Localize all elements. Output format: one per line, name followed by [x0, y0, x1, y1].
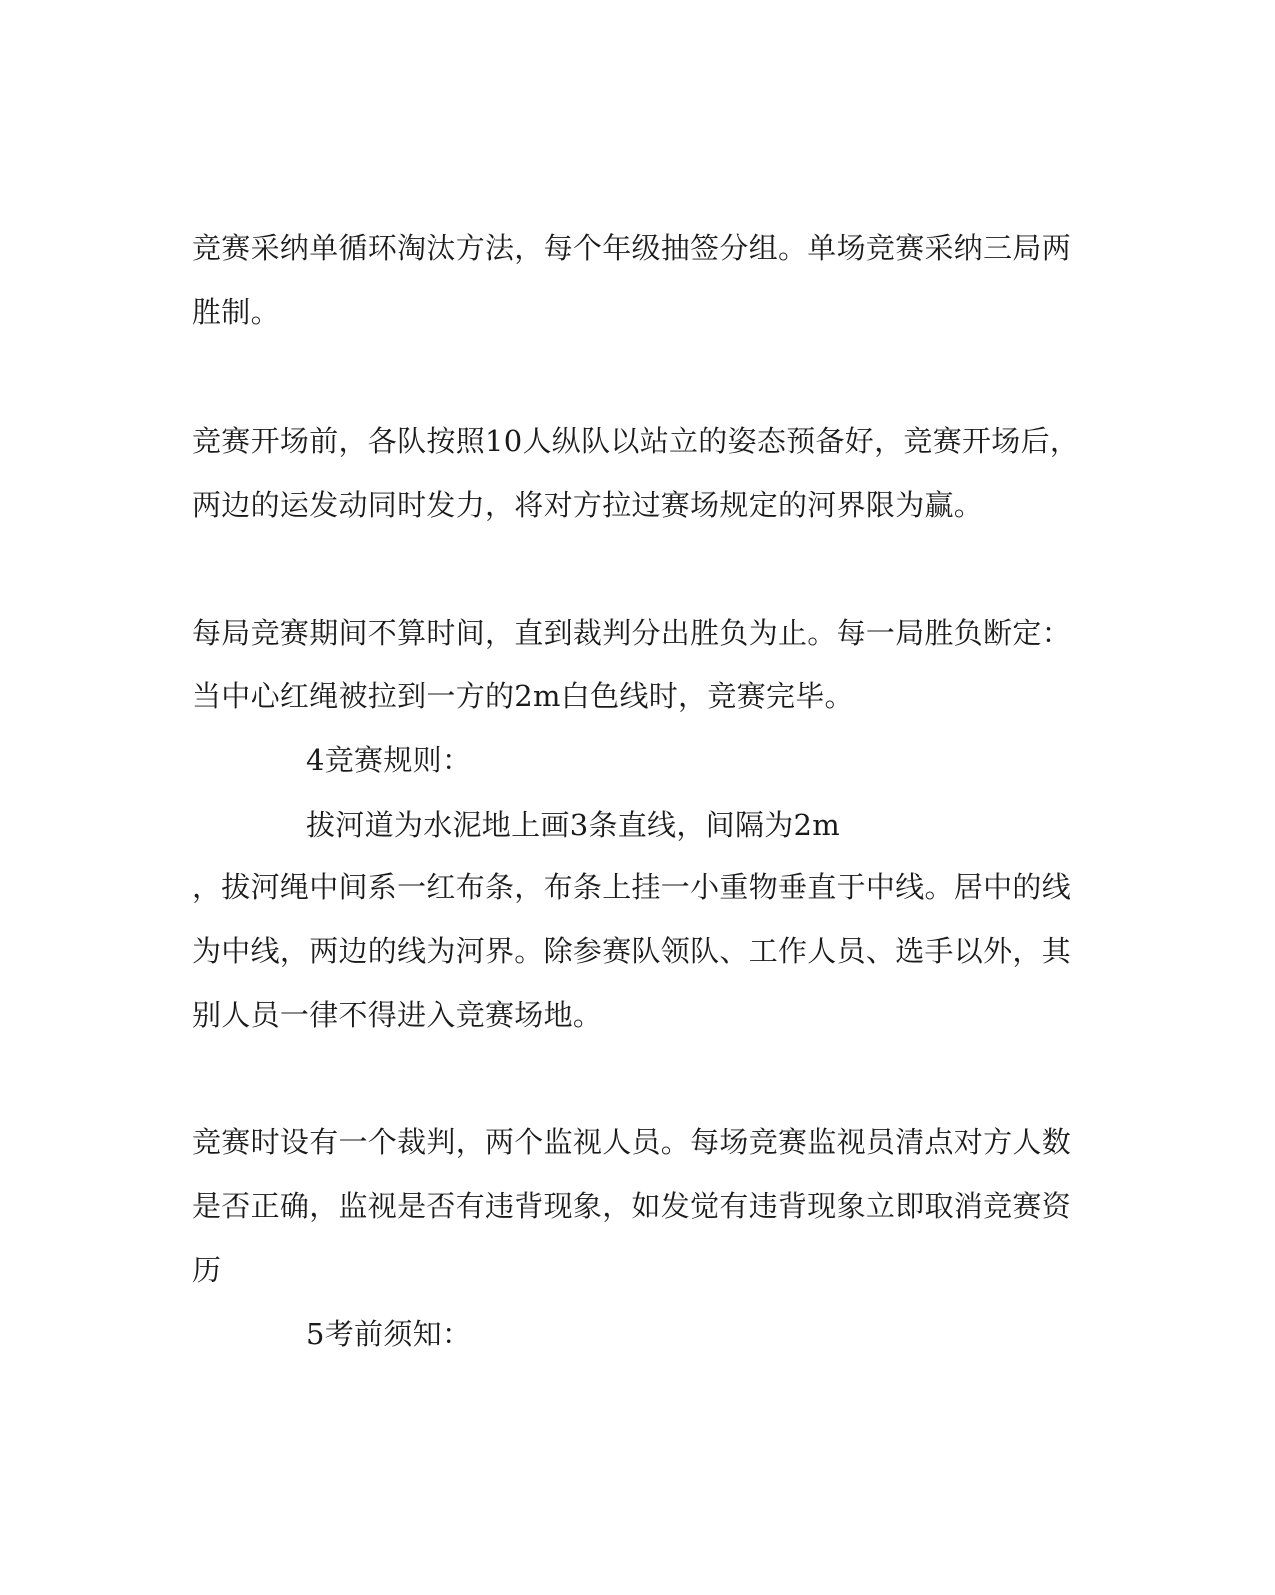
paragraph-4-line-3: 为中线，两边的线为河界。除参赛队领队、工作人员、选手以外，其: [192, 934, 1072, 968]
paragraph-4-line-1: 拔河道为水泥地上画3条直线，间隔为2m: [306, 808, 841, 842]
paragraph-2-line-1: 竞赛开场前，各队按照10人纵队以站立的姿态预备好，竞赛开场后，: [192, 424, 1080, 458]
paragraph-1-line-1: 竞赛采纳单循环淘汰方法，每个年级抽签分组。单场竞赛采纳三局两: [192, 231, 1072, 265]
paragraph-3-line-1: 每局竞赛期间不算时间，直到裁判分出胜负为止。每一局胜负断定：: [192, 616, 1072, 650]
paragraph-3-line-2: 当中心红绳被拉到一方的2m白色线时，竞赛完毕。: [192, 679, 854, 713]
paragraph-1-line-2: 胜制。: [192, 295, 280, 329]
paragraph-4-line-4: 别人员一律不得进入竞赛场地。: [192, 998, 603, 1032]
paragraph-5-line-1: 竞赛时设有一个裁判，两个监视人员。每场竞赛监视员清点对方人数: [192, 1125, 1072, 1159]
paragraph-5-line-2: 是否正确，监视是否有违背现象，如发觉有违背现象立即取消竞赛资: [192, 1189, 1072, 1223]
section-heading-notes: 5考前须知：: [306, 1317, 472, 1351]
paragraph-4-line-2: ，拔河绳中间系一红布条，布条上挂一小重物垂直于中线。居中的线: [192, 870, 1072, 904]
paragraph-2-line-2: 两边的运发动同时发力，将对方拉过赛场规定的河界限为赢。: [192, 488, 984, 522]
paragraph-5-line-3: 历: [192, 1253, 222, 1287]
section-heading-rules: 4竞赛规则：: [306, 743, 472, 777]
